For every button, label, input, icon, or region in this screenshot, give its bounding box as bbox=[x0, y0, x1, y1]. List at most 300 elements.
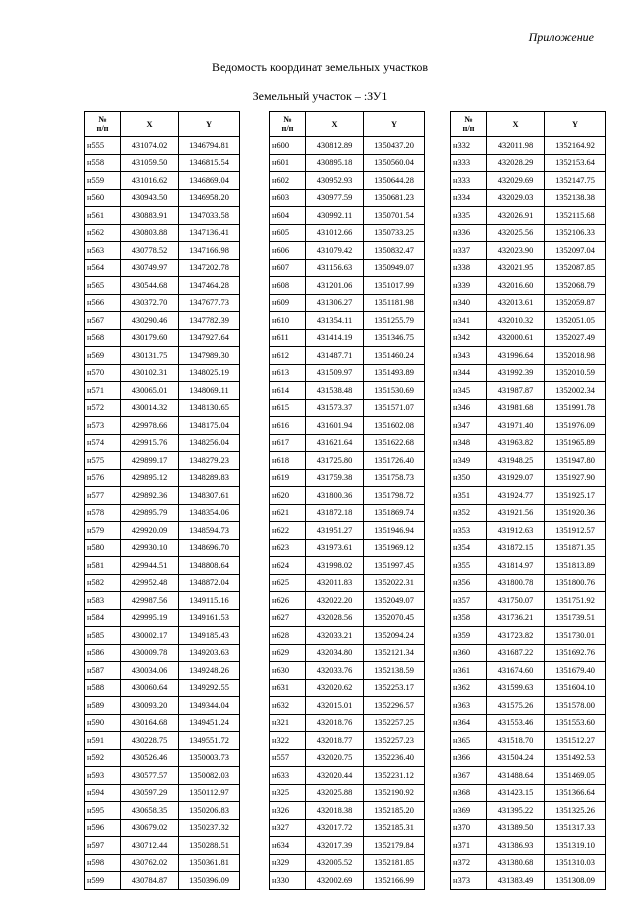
table-row bbox=[451, 487, 606, 505]
table-row bbox=[270, 329, 425, 347]
y-coordinate-cell: 1348025.19 bbox=[179, 364, 240, 382]
table-row bbox=[451, 784, 606, 802]
point-number-cell: н634 bbox=[270, 837, 306, 855]
x-coordinate-cell: 432018.38 bbox=[306, 802, 364, 820]
table-row bbox=[270, 294, 425, 312]
point-number-cell: н351 bbox=[451, 487, 487, 505]
x-coordinate-cell: 431948.25 bbox=[487, 452, 545, 470]
x-coordinate-cell: 431736.21 bbox=[487, 609, 545, 627]
x-coordinate-cell: 432020.44 bbox=[306, 767, 364, 785]
y-coordinate-cell: 1351800.76 bbox=[545, 574, 606, 592]
table-row bbox=[85, 609, 240, 627]
y-coordinate-cell: 1351751.92 bbox=[545, 592, 606, 610]
x-coordinate-cell: 431725.80 bbox=[306, 452, 364, 470]
y-coordinate-cell: 1351512.27 bbox=[545, 732, 606, 750]
y-coordinate-cell: 1352179.84 bbox=[364, 837, 425, 855]
y-coordinate-cell: 1352106.33 bbox=[545, 224, 606, 242]
table-row bbox=[451, 697, 606, 715]
point-number-cell: н562 bbox=[85, 224, 121, 242]
point-number-cell: н355 bbox=[451, 557, 487, 575]
y-coordinate-cell: 1349292.55 bbox=[179, 679, 240, 697]
table-row bbox=[270, 627, 425, 645]
header-number bbox=[85, 112, 121, 137]
y-coordinate-cell: 1350949.07 bbox=[364, 259, 425, 277]
table-row bbox=[270, 679, 425, 697]
point-number-cell: н591 bbox=[85, 732, 121, 750]
point-number-cell: н558 bbox=[85, 154, 121, 172]
y-coordinate-cell: 1348069.11 bbox=[179, 382, 240, 400]
table-row bbox=[85, 347, 240, 365]
x-coordinate-cell: 430065.01 bbox=[121, 382, 179, 400]
y-coordinate-cell: 1351602.08 bbox=[364, 417, 425, 435]
table-row bbox=[270, 644, 425, 662]
table-row bbox=[270, 347, 425, 365]
point-number-cell: н359 bbox=[451, 627, 487, 645]
y-coordinate-cell: 1351946.94 bbox=[364, 522, 425, 540]
x-coordinate-cell: 430778.52 bbox=[121, 242, 179, 260]
point-number-cell: н326 bbox=[270, 802, 306, 820]
y-coordinate-cell: 1348594.73 bbox=[179, 522, 240, 540]
table-row bbox=[85, 592, 240, 610]
x-coordinate-cell: 432028.29 bbox=[487, 154, 545, 172]
point-number-cell: н584 bbox=[85, 609, 121, 627]
table-row bbox=[85, 802, 240, 820]
y-coordinate-cell: 1351366.64 bbox=[545, 784, 606, 802]
x-coordinate-cell: 431973.61 bbox=[306, 539, 364, 557]
y-coordinate-cell: 1351622.68 bbox=[364, 434, 425, 452]
x-coordinate-cell: 431074.02 bbox=[121, 137, 179, 155]
point-number-cell: н329 bbox=[270, 854, 306, 872]
y-coordinate-cell: 1350437.20 bbox=[364, 137, 425, 155]
point-number-cell: н588 bbox=[85, 679, 121, 697]
y-coordinate-cell: 1351912.57 bbox=[545, 522, 606, 540]
header-number-line1: № bbox=[464, 115, 473, 124]
y-coordinate-cell: 1346869.04 bbox=[179, 172, 240, 190]
coordinates-table-2 bbox=[269, 111, 425, 890]
table-row bbox=[451, 767, 606, 785]
point-number-cell: н580 bbox=[85, 539, 121, 557]
point-number-cell: н360 bbox=[451, 644, 487, 662]
x-coordinate-cell: 432025.56 bbox=[487, 224, 545, 242]
x-coordinate-cell: 431987.87 bbox=[487, 382, 545, 400]
y-coordinate-cell: 1351920.36 bbox=[545, 504, 606, 522]
y-coordinate-cell: 1351325.26 bbox=[545, 802, 606, 820]
table-row bbox=[451, 399, 606, 417]
table-row bbox=[270, 382, 425, 400]
point-number-cell: н557 bbox=[270, 749, 306, 767]
point-number-cell: н607 bbox=[270, 259, 306, 277]
y-coordinate-cell: 1348696.70 bbox=[179, 539, 240, 557]
x-coordinate-cell: 431306.27 bbox=[306, 294, 364, 312]
point-number-cell: н363 bbox=[451, 697, 487, 715]
table-row bbox=[270, 697, 425, 715]
table-row bbox=[85, 469, 240, 487]
table-row bbox=[270, 539, 425, 557]
y-coordinate-cell: 1351976.09 bbox=[545, 417, 606, 435]
header-y: Y bbox=[364, 112, 425, 137]
point-number-cell: н340 bbox=[451, 294, 487, 312]
point-number-cell: н354 bbox=[451, 539, 487, 557]
table-row bbox=[85, 732, 240, 750]
x-coordinate-cell: 431963.82 bbox=[487, 434, 545, 452]
table-row bbox=[270, 417, 425, 435]
y-coordinate-cell: 1350681.23 bbox=[364, 189, 425, 207]
y-coordinate-cell: 1352257.23 bbox=[364, 732, 425, 750]
x-coordinate-cell: 430784.87 bbox=[121, 872, 179, 890]
table-row bbox=[270, 504, 425, 522]
table-row bbox=[270, 837, 425, 855]
y-coordinate-cell: 1352147.75 bbox=[545, 172, 606, 190]
point-number-cell: н338 bbox=[451, 259, 487, 277]
point-number-cell: н602 bbox=[270, 172, 306, 190]
y-coordinate-cell: 1351947.80 bbox=[545, 452, 606, 470]
header-number-line1: № bbox=[98, 115, 107, 124]
y-coordinate-cell: 1347464.28 bbox=[179, 277, 240, 295]
y-coordinate-cell: 1351965.89 bbox=[545, 434, 606, 452]
point-number-cell: н325 bbox=[270, 784, 306, 802]
x-coordinate-cell: 432005.52 bbox=[306, 854, 364, 872]
table-row bbox=[85, 259, 240, 277]
point-number-cell: н624 bbox=[270, 557, 306, 575]
y-coordinate-cell: 1348279.23 bbox=[179, 452, 240, 470]
point-number-cell: н633 bbox=[270, 767, 306, 785]
x-coordinate-cell: 431621.64 bbox=[306, 434, 364, 452]
table-row bbox=[270, 364, 425, 382]
document-subtitle: Земельный участок – :ЗУ1 bbox=[252, 89, 388, 103]
table-header-row bbox=[85, 112, 240, 137]
point-number-cell: н368 bbox=[451, 784, 487, 802]
y-coordinate-cell: 1350112.97 bbox=[179, 784, 240, 802]
table-row bbox=[270, 819, 425, 837]
y-coordinate-cell: 1351692.76 bbox=[545, 644, 606, 662]
header-x: X bbox=[121, 112, 179, 137]
y-coordinate-cell: 1351460.24 bbox=[364, 347, 425, 365]
y-coordinate-cell: 1348307.61 bbox=[179, 487, 240, 505]
y-coordinate-cell: 1349551.72 bbox=[179, 732, 240, 750]
table-row bbox=[451, 224, 606, 242]
table-row bbox=[451, 837, 606, 855]
y-coordinate-cell: 1352257.25 bbox=[364, 714, 425, 732]
point-number-cell: н597 bbox=[85, 837, 121, 855]
point-number-cell: н587 bbox=[85, 662, 121, 680]
point-number-cell: н630 bbox=[270, 662, 306, 680]
table-row bbox=[270, 189, 425, 207]
x-coordinate-cell: 432011.98 bbox=[487, 137, 545, 155]
x-coordinate-cell: 431996.64 bbox=[487, 347, 545, 365]
table-row bbox=[451, 819, 606, 837]
x-coordinate-cell: 431800.78 bbox=[487, 574, 545, 592]
point-number-cell: н595 bbox=[85, 802, 121, 820]
point-number-cell: н598 bbox=[85, 854, 121, 872]
table-row bbox=[85, 767, 240, 785]
point-number-cell: н361 bbox=[451, 662, 487, 680]
table-row bbox=[451, 137, 606, 155]
table-row bbox=[85, 697, 240, 715]
x-coordinate-cell: 430002.17 bbox=[121, 627, 179, 645]
y-coordinate-cell: 1351571.07 bbox=[364, 399, 425, 417]
x-coordinate-cell: 431156.63 bbox=[306, 259, 364, 277]
x-coordinate-cell: 432000.61 bbox=[487, 329, 545, 347]
point-number-cell: н347 bbox=[451, 417, 487, 435]
table-row bbox=[451, 802, 606, 820]
y-coordinate-cell: 1351493.89 bbox=[364, 364, 425, 382]
x-coordinate-cell: 432022.20 bbox=[306, 592, 364, 610]
y-coordinate-cell: 1352296.57 bbox=[364, 697, 425, 715]
table-row bbox=[451, 294, 606, 312]
x-coordinate-cell: 430812.89 bbox=[306, 137, 364, 155]
x-coordinate-cell: 429895.12 bbox=[121, 469, 179, 487]
y-coordinate-cell: 1348872.04 bbox=[179, 574, 240, 592]
x-coordinate-cell: 430977.59 bbox=[306, 189, 364, 207]
y-coordinate-cell: 1351469.05 bbox=[545, 767, 606, 785]
x-coordinate-cell: 431012.66 bbox=[306, 224, 364, 242]
table-row bbox=[85, 539, 240, 557]
point-number-cell: н612 bbox=[270, 347, 306, 365]
y-coordinate-cell: 1351181.98 bbox=[364, 294, 425, 312]
table-row bbox=[451, 312, 606, 330]
x-coordinate-cell: 431998.02 bbox=[306, 557, 364, 575]
x-coordinate-cell: 430762.02 bbox=[121, 854, 179, 872]
x-coordinate-cell: 431575.26 bbox=[487, 697, 545, 715]
table-row bbox=[451, 172, 606, 190]
table-row bbox=[270, 277, 425, 295]
x-coordinate-cell: 429892.36 bbox=[121, 487, 179, 505]
point-number-cell: н565 bbox=[85, 277, 121, 295]
table-row bbox=[451, 854, 606, 872]
table-row bbox=[85, 399, 240, 417]
y-coordinate-cell: 1346815.54 bbox=[179, 154, 240, 172]
point-number-cell: н357 bbox=[451, 592, 487, 610]
x-coordinate-cell: 429899.17 bbox=[121, 452, 179, 470]
point-number-cell: н616 bbox=[270, 417, 306, 435]
y-coordinate-cell: 1349185.43 bbox=[179, 627, 240, 645]
point-number-cell: н332 bbox=[451, 137, 487, 155]
point-number-cell: н620 bbox=[270, 487, 306, 505]
x-coordinate-cell: 431872.15 bbox=[487, 539, 545, 557]
table-row bbox=[270, 802, 425, 820]
y-coordinate-cell: 1351871.35 bbox=[545, 539, 606, 557]
y-coordinate-cell: 1351798.72 bbox=[364, 487, 425, 505]
x-coordinate-cell: 432034.80 bbox=[306, 644, 364, 662]
table-row bbox=[451, 592, 606, 610]
point-number-cell: н585 bbox=[85, 627, 121, 645]
y-coordinate-cell: 1347202.78 bbox=[179, 259, 240, 277]
y-coordinate-cell: 1350396.09 bbox=[179, 872, 240, 890]
x-coordinate-cell: 431921.56 bbox=[487, 504, 545, 522]
point-number-cell: н568 bbox=[85, 329, 121, 347]
y-coordinate-cell: 1350361.81 bbox=[179, 854, 240, 872]
table-row bbox=[85, 364, 240, 382]
y-coordinate-cell: 1352121.34 bbox=[364, 644, 425, 662]
table-row bbox=[451, 364, 606, 382]
header-x: X bbox=[306, 112, 364, 137]
point-number-cell: н348 bbox=[451, 434, 487, 452]
x-coordinate-cell: 432016.60 bbox=[487, 277, 545, 295]
y-coordinate-cell: 1349451.24 bbox=[179, 714, 240, 732]
point-number-cell: н321 bbox=[270, 714, 306, 732]
x-coordinate-cell: 431059.50 bbox=[121, 154, 179, 172]
y-coordinate-cell: 1352087.85 bbox=[545, 259, 606, 277]
x-coordinate-cell: 431414.19 bbox=[306, 329, 364, 347]
point-number-cell: н618 bbox=[270, 452, 306, 470]
point-number-cell: н628 bbox=[270, 627, 306, 645]
header-number-line2: п/п bbox=[281, 124, 294, 133]
x-coordinate-cell: 431981.68 bbox=[487, 399, 545, 417]
x-coordinate-cell: 432017.39 bbox=[306, 837, 364, 855]
point-number-cell: н344 bbox=[451, 364, 487, 382]
header-y: Y bbox=[545, 112, 606, 137]
y-coordinate-cell: 1352138.38 bbox=[545, 189, 606, 207]
y-coordinate-cell: 1352115.68 bbox=[545, 207, 606, 225]
x-coordinate-cell: 430679.02 bbox=[121, 819, 179, 837]
x-coordinate-cell: 431723.82 bbox=[487, 627, 545, 645]
y-coordinate-cell: 1347033.58 bbox=[179, 207, 240, 225]
y-coordinate-cell: 1352094.24 bbox=[364, 627, 425, 645]
point-number-cell: н345 bbox=[451, 382, 487, 400]
x-coordinate-cell: 432010.32 bbox=[487, 312, 545, 330]
table-row bbox=[85, 784, 240, 802]
table-row bbox=[451, 207, 606, 225]
point-number-cell: н356 bbox=[451, 574, 487, 592]
y-coordinate-cell: 1351578.00 bbox=[545, 697, 606, 715]
x-coordinate-cell: 432021.95 bbox=[487, 259, 545, 277]
y-coordinate-cell: 1349248.26 bbox=[179, 662, 240, 680]
x-coordinate-cell: 431951.27 bbox=[306, 522, 364, 540]
x-coordinate-cell: 431488.64 bbox=[487, 767, 545, 785]
table-row bbox=[451, 154, 606, 172]
table-row bbox=[451, 557, 606, 575]
x-coordinate-cell: 429915.76 bbox=[121, 434, 179, 452]
point-number-cell: н592 bbox=[85, 749, 121, 767]
header-number bbox=[451, 112, 487, 137]
point-number-cell: н629 bbox=[270, 644, 306, 662]
y-coordinate-cell: 1351319.10 bbox=[545, 837, 606, 855]
y-coordinate-cell: 1351925.17 bbox=[545, 487, 606, 505]
x-coordinate-cell: 431518.70 bbox=[487, 732, 545, 750]
x-coordinate-cell: 431395.22 bbox=[487, 802, 545, 820]
table-row bbox=[270, 609, 425, 627]
point-number-cell: н322 bbox=[270, 732, 306, 750]
x-coordinate-cell: 430179.60 bbox=[121, 329, 179, 347]
table-row bbox=[451, 749, 606, 767]
y-coordinate-cell: 1349161.53 bbox=[179, 609, 240, 627]
y-coordinate-cell: 1352051.05 bbox=[545, 312, 606, 330]
header-number bbox=[270, 112, 306, 137]
point-number-cell: н599 bbox=[85, 872, 121, 890]
table-row bbox=[85, 137, 240, 155]
y-coordinate-cell: 1351530.69 bbox=[364, 382, 425, 400]
table-row bbox=[451, 347, 606, 365]
point-number-cell: н352 bbox=[451, 504, 487, 522]
y-coordinate-cell: 1352181.85 bbox=[364, 854, 425, 872]
x-coordinate-cell: 430597.29 bbox=[121, 784, 179, 802]
point-number-cell: н582 bbox=[85, 574, 121, 592]
y-coordinate-cell: 1352166.99 bbox=[364, 872, 425, 890]
point-number-cell: н342 bbox=[451, 329, 487, 347]
y-coordinate-cell: 1350644.28 bbox=[364, 172, 425, 190]
table-row bbox=[85, 837, 240, 855]
point-number-cell: н365 bbox=[451, 732, 487, 750]
table-row bbox=[270, 767, 425, 785]
table-row bbox=[270, 399, 425, 417]
y-coordinate-cell: 1346794.81 bbox=[179, 137, 240, 155]
table-row bbox=[85, 854, 240, 872]
x-coordinate-cell: 430952.93 bbox=[306, 172, 364, 190]
point-number-cell: н362 bbox=[451, 679, 487, 697]
y-coordinate-cell: 1351869.74 bbox=[364, 504, 425, 522]
table-row bbox=[85, 242, 240, 260]
table-row bbox=[85, 154, 240, 172]
point-number-cell: н337 bbox=[451, 242, 487, 260]
table-row bbox=[85, 224, 240, 242]
table-row bbox=[85, 207, 240, 225]
y-coordinate-cell: 1351758.73 bbox=[364, 469, 425, 487]
x-coordinate-cell: 431800.36 bbox=[306, 487, 364, 505]
table-row bbox=[85, 662, 240, 680]
point-number-cell: н327 bbox=[270, 819, 306, 837]
point-number-cell: н625 bbox=[270, 574, 306, 592]
table-row bbox=[85, 172, 240, 190]
x-coordinate-cell: 430060.64 bbox=[121, 679, 179, 697]
y-coordinate-cell: 1352022.31 bbox=[364, 574, 425, 592]
x-coordinate-cell: 432018.76 bbox=[306, 714, 364, 732]
y-coordinate-cell: 1351346.75 bbox=[364, 329, 425, 347]
table-row bbox=[85, 872, 240, 890]
y-coordinate-cell: 1352253.17 bbox=[364, 679, 425, 697]
x-coordinate-cell: 431750.07 bbox=[487, 592, 545, 610]
x-coordinate-cell: 432028.56 bbox=[306, 609, 364, 627]
table-row bbox=[85, 189, 240, 207]
point-number-cell: н594 bbox=[85, 784, 121, 802]
x-coordinate-cell: 431487.71 bbox=[306, 347, 364, 365]
y-coordinate-cell: 1352059.87 bbox=[545, 294, 606, 312]
x-coordinate-cell: 429920.09 bbox=[121, 522, 179, 540]
point-number-cell: н622 bbox=[270, 522, 306, 540]
x-coordinate-cell: 432029.03 bbox=[487, 189, 545, 207]
table-row bbox=[85, 679, 240, 697]
x-coordinate-cell: 431759.38 bbox=[306, 469, 364, 487]
header-number-line1: № bbox=[283, 115, 292, 124]
point-number-cell: н577 bbox=[85, 487, 121, 505]
point-number-cell: н567 bbox=[85, 312, 121, 330]
point-number-cell: н366 bbox=[451, 749, 487, 767]
appendix-label: Приложение bbox=[528, 30, 594, 44]
table-row bbox=[451, 434, 606, 452]
y-coordinate-cell: 1349115.16 bbox=[179, 592, 240, 610]
y-coordinate-cell: 1352027.49 bbox=[545, 329, 606, 347]
point-number-cell: н608 bbox=[270, 277, 306, 295]
point-number-cell: н333 bbox=[451, 154, 487, 172]
point-number-cell: н593 bbox=[85, 767, 121, 785]
point-number-cell: н581 bbox=[85, 557, 121, 575]
point-number-cell: н621 bbox=[270, 504, 306, 522]
x-coordinate-cell: 431929.07 bbox=[487, 469, 545, 487]
table-row bbox=[85, 417, 240, 435]
table-row bbox=[451, 732, 606, 750]
table-row bbox=[270, 592, 425, 610]
y-coordinate-cell: 1348289.83 bbox=[179, 469, 240, 487]
table-row bbox=[451, 329, 606, 347]
x-coordinate-cell: 431380.68 bbox=[487, 854, 545, 872]
y-coordinate-cell: 1351553.60 bbox=[545, 714, 606, 732]
x-coordinate-cell: 429895.79 bbox=[121, 504, 179, 522]
point-number-cell: н613 bbox=[270, 364, 306, 382]
point-number-cell: н615 bbox=[270, 399, 306, 417]
x-coordinate-cell: 429930.10 bbox=[121, 539, 179, 557]
x-coordinate-cell: 430749.97 bbox=[121, 259, 179, 277]
x-coordinate-cell: 430164.68 bbox=[121, 714, 179, 732]
x-coordinate-cell: 431016.62 bbox=[121, 172, 179, 190]
